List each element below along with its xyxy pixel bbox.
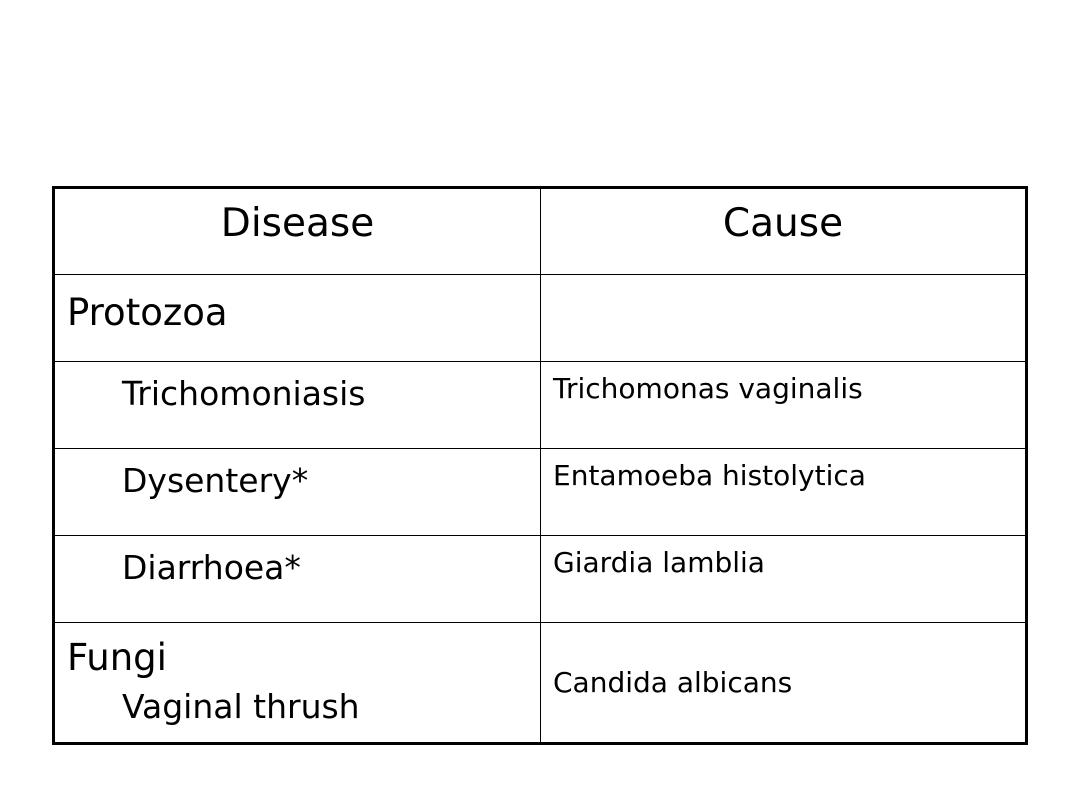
cause-text: Entamoeba histolytica (553, 459, 866, 492)
table-cell-cause (541, 623, 1027, 744)
table-cell-disease (54, 362, 541, 449)
table-row (54, 362, 1027, 449)
table-cell-cause (541, 275, 1027, 362)
disease-name: Dysentery* (122, 461, 309, 500)
table-header-row (54, 188, 1027, 275)
table-row (54, 275, 1027, 362)
column-header-disease: Disease (54, 188, 541, 275)
table-cell-disease (54, 536, 541, 623)
table-cell-cause (541, 449, 1027, 536)
category-label: Fungi (67, 636, 167, 679)
table-row (54, 536, 1027, 623)
cause-text: Trichomonas vaginalis (553, 372, 863, 405)
table-cell-disease (54, 275, 541, 362)
disease-cause-table (52, 186, 1028, 745)
category-label: Protozoa (67, 291, 228, 334)
disease-name: Diarrhoea* (122, 548, 301, 587)
table-cell-disease (54, 449, 541, 536)
cause-text: Candida albicans (553, 666, 793, 699)
table-row (54, 449, 1027, 536)
table-cell-cause (541, 362, 1027, 449)
table-cell-cause (541, 536, 1027, 623)
cause-text: Giardia lamblia (553, 546, 765, 579)
disease-name: Vaginal thrush (122, 687, 360, 726)
table-cell-disease (54, 623, 541, 744)
cause-text (541, 275, 1025, 285)
column-header-cause: Cause (541, 188, 1027, 275)
table-row (54, 623, 1027, 744)
disease-name: Trichomoniasis (122, 374, 366, 413)
